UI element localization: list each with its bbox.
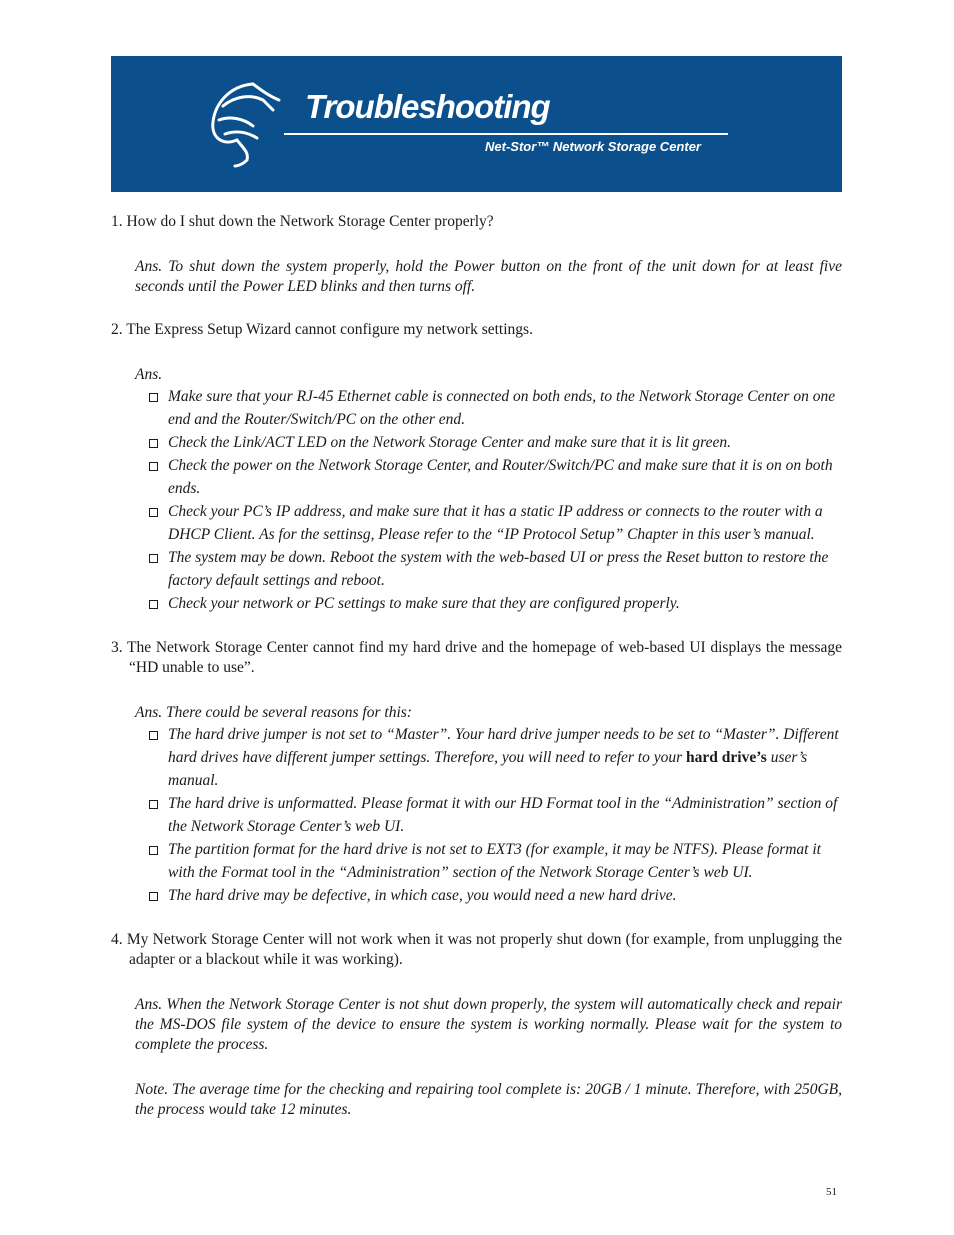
list-item: The hard drive jumper is not set to “Master”. Your hard drive jumper needs to be set to “Master”. Different hard drives have different jumper settings. Therefore, you will need to refer to your hard drive’s user’s manual. <box>149 723 840 792</box>
question-1: 1. How do I shut down the Network Storage Center properly? <box>111 213 494 230</box>
answer-3-list <box>111 723 842 907</box>
banner-subtitle: Net-Stor™ Network Storage Center <box>485 139 701 154</box>
note-4: Note. The average time for the checking and repairing tool complete is: 20GB / 1 minute. Therefore, with 250GB, the process would take 12 minutes. <box>135 1081 842 1118</box>
list-item: Check the Link/ACT LED on the Network Storage Center and make sure that it is lit green. <box>149 431 840 454</box>
list-item: Check your network or PC settings to make sure that they are configured properly. <box>149 592 840 615</box>
header-banner <box>111 56 842 192</box>
answer-4: Ans. When the Network Storage Center is not shut down properly, the system will automatically check and repair the MS-DOS file system of the device to ensure the system is working normally. Please wait for the system to complete the process. <box>135 996 842 1053</box>
list-item: Check the power on the Network Storage Center, and Router/Switch/PC and make sure that it is on on both ends. <box>149 454 840 500</box>
list-item: Make sure that your RJ-45 Ethernet cable is connected on both ends, to the Network Storage Center on one end and the Router/Switch/PC on the other end. <box>149 385 840 431</box>
list-item: The partition format for the hard drive is not set to EXT3 (for example, it may be NTFS). Please format it with the Format tool in the “Administration” section of the Network Storage Center’s web UI. <box>149 838 840 884</box>
list-item: The system may be down. Reboot the system with the web-based UI or press the Reset button to restore the factory default settings and reboot. <box>149 546 840 592</box>
faq-content <box>111 212 842 1120</box>
question-2: 2. The Express Setup Wizard cannot configure my network settings. <box>111 321 533 338</box>
banner-divider <box>284 133 728 135</box>
page-number: 51 <box>826 1186 837 1198</box>
list-item: The hard drive is unformatted. Please format it with our HD Format tool in the “Administration” section of the Network Storage Center’s web UI. <box>149 792 840 838</box>
answer-3: Ans. There could be several reasons for this: <box>135 704 412 721</box>
answer-2: Ans. <box>135 366 163 383</box>
list-item: Check your PC’s IP address, and make sure that it has a static IP address or connects to the router with a DHCP Client. As for the settinsg, Please refer to the “IP Protocol Setup” Chapter in this user’s manual. <box>149 500 840 546</box>
list-item: The hard drive may be defective, in which case, you would need a new hard drive. <box>149 884 840 907</box>
question-3: 3. The Network Storage Center cannot find my hard drive and the homepage of web-based UI displays the message “HD unable to use”. <box>111 639 842 676</box>
answer-1: Ans. To shut down the system properly, hold the Power button on the front of the unit down for at least five seconds until the Power LED blinks and then turns off. <box>135 258 842 295</box>
question-4: 4. My Network Storage Center will not work when it was not properly shut down (for example, from unplugging the adapter or a blackout while it was working). <box>111 931 842 968</box>
answer-2-list <box>111 385 842 615</box>
banner-title: Troubleshooting <box>305 88 550 125</box>
